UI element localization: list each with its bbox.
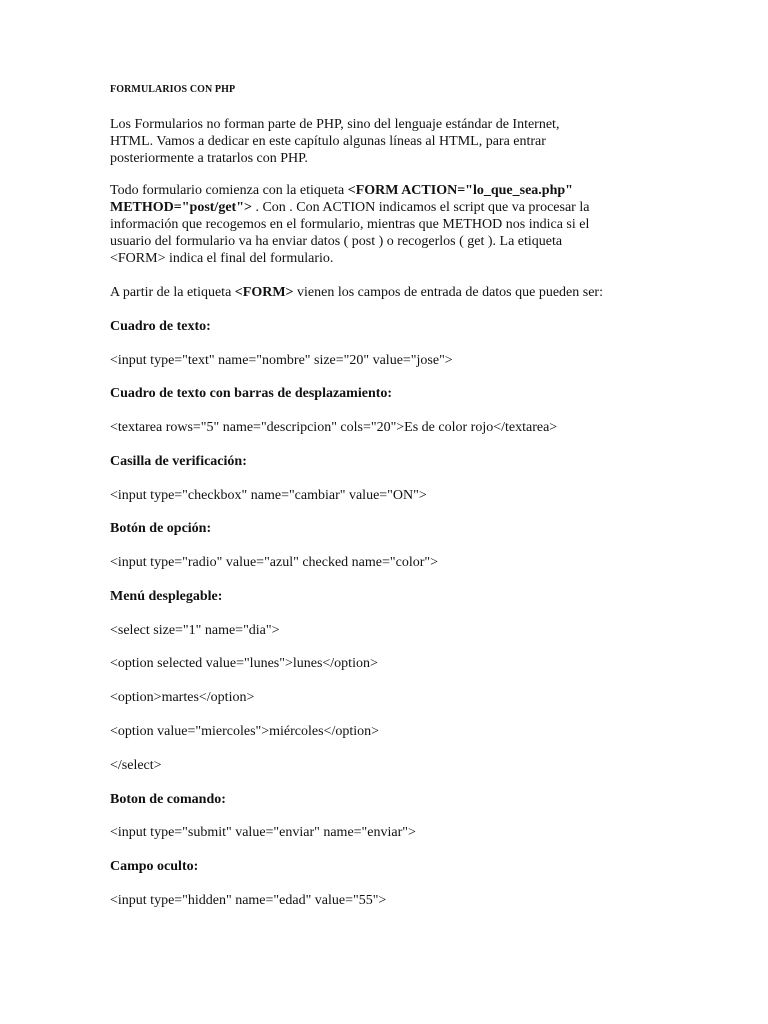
code-checkbox: <input type="checkbox" name="cambiar" value="ON"> [110,488,427,503]
code-hidden: <input type="hidden" name="edad" value="55"> [110,893,387,908]
code-option-lunes: <option selected value="lunes">lunes</option> [110,656,378,671]
code-text-input: <input type="text" name="nombre" size="20" value="jose"> [110,353,453,368]
section-label-radio: Botón de opción: [110,521,212,536]
form-paragraph-text: . Con . Con ACTION indicamos el script que va procesar la [251,200,590,215]
section-label-checkbox: Casilla de verificación: [110,454,247,469]
code-option-martes: <option>martes</option> [110,690,255,705]
section-label-hidden: Campo oculto: [110,859,199,874]
form-tag-paragraph [110,182,670,267]
code-select-open: <select size="1" name="dia"> [110,623,280,638]
form-paragraph-line [110,199,670,216]
form-paragraph-line: <FORM> indica el final del formulario. [110,251,334,266]
form-paragraph-line: usuario del formulario va ha enviar datos ( post ) o recogerlos ( get ). La etiqueta [110,234,563,249]
form-action-code: <FORM ACTION="lo_que_sea.php" [347,183,573,198]
form-paragraph-line: información que recogemos en el formulario, mientras que METHOD nos indica si el [110,217,590,232]
intro-paragraph [110,116,670,167]
form-paragraph-text: Todo formulario comienza con la etiqueta [110,183,348,198]
section-label-text-input: Cuadro de texto: [110,319,211,334]
section-label-textarea: Cuadro de texto con barras de desplazamiento: [110,386,393,401]
code-radio: <input type="radio" value="azul" checked name="color"> [110,555,438,570]
code-option-miercoles: <option value="miercoles">miércoles</option> [110,724,380,739]
intro-line: posteriormente a tratarlos con PHP. [110,151,308,166]
code-textarea: <textarea rows="5" name="descripcion" cols="20">Es de color rojo</textarea> [110,420,558,435]
document-title: FORMULARIOS CON PHP [110,84,236,95]
code-select-close: </select> [110,758,162,773]
section-label-submit: Boton de comando: [110,792,226,807]
intro-line: HTML. Vamos a dedicar en este capítulo algunas líneas al HTML, para entrar [110,134,546,149]
form-method-code: METHOD="post/get"> [110,200,252,215]
code-submit: <input type="submit" value="enviar" name="enviar"> [110,825,416,840]
fields-intro-text: vienen los campos de entrada de datos que pueden ser: [293,285,603,300]
fields-intro-paragraph [110,284,603,301]
section-label-select: Menú desplegable: [110,589,223,604]
intro-line: Los Formularios no forman parte de PHP, sino del lenguaje estándar de Internet, [110,117,560,132]
form-paragraph-line [110,182,670,199]
fields-intro-text: A partir de la etiqueta [110,285,235,300]
form-tag-code: <FORM> [234,285,294,300]
